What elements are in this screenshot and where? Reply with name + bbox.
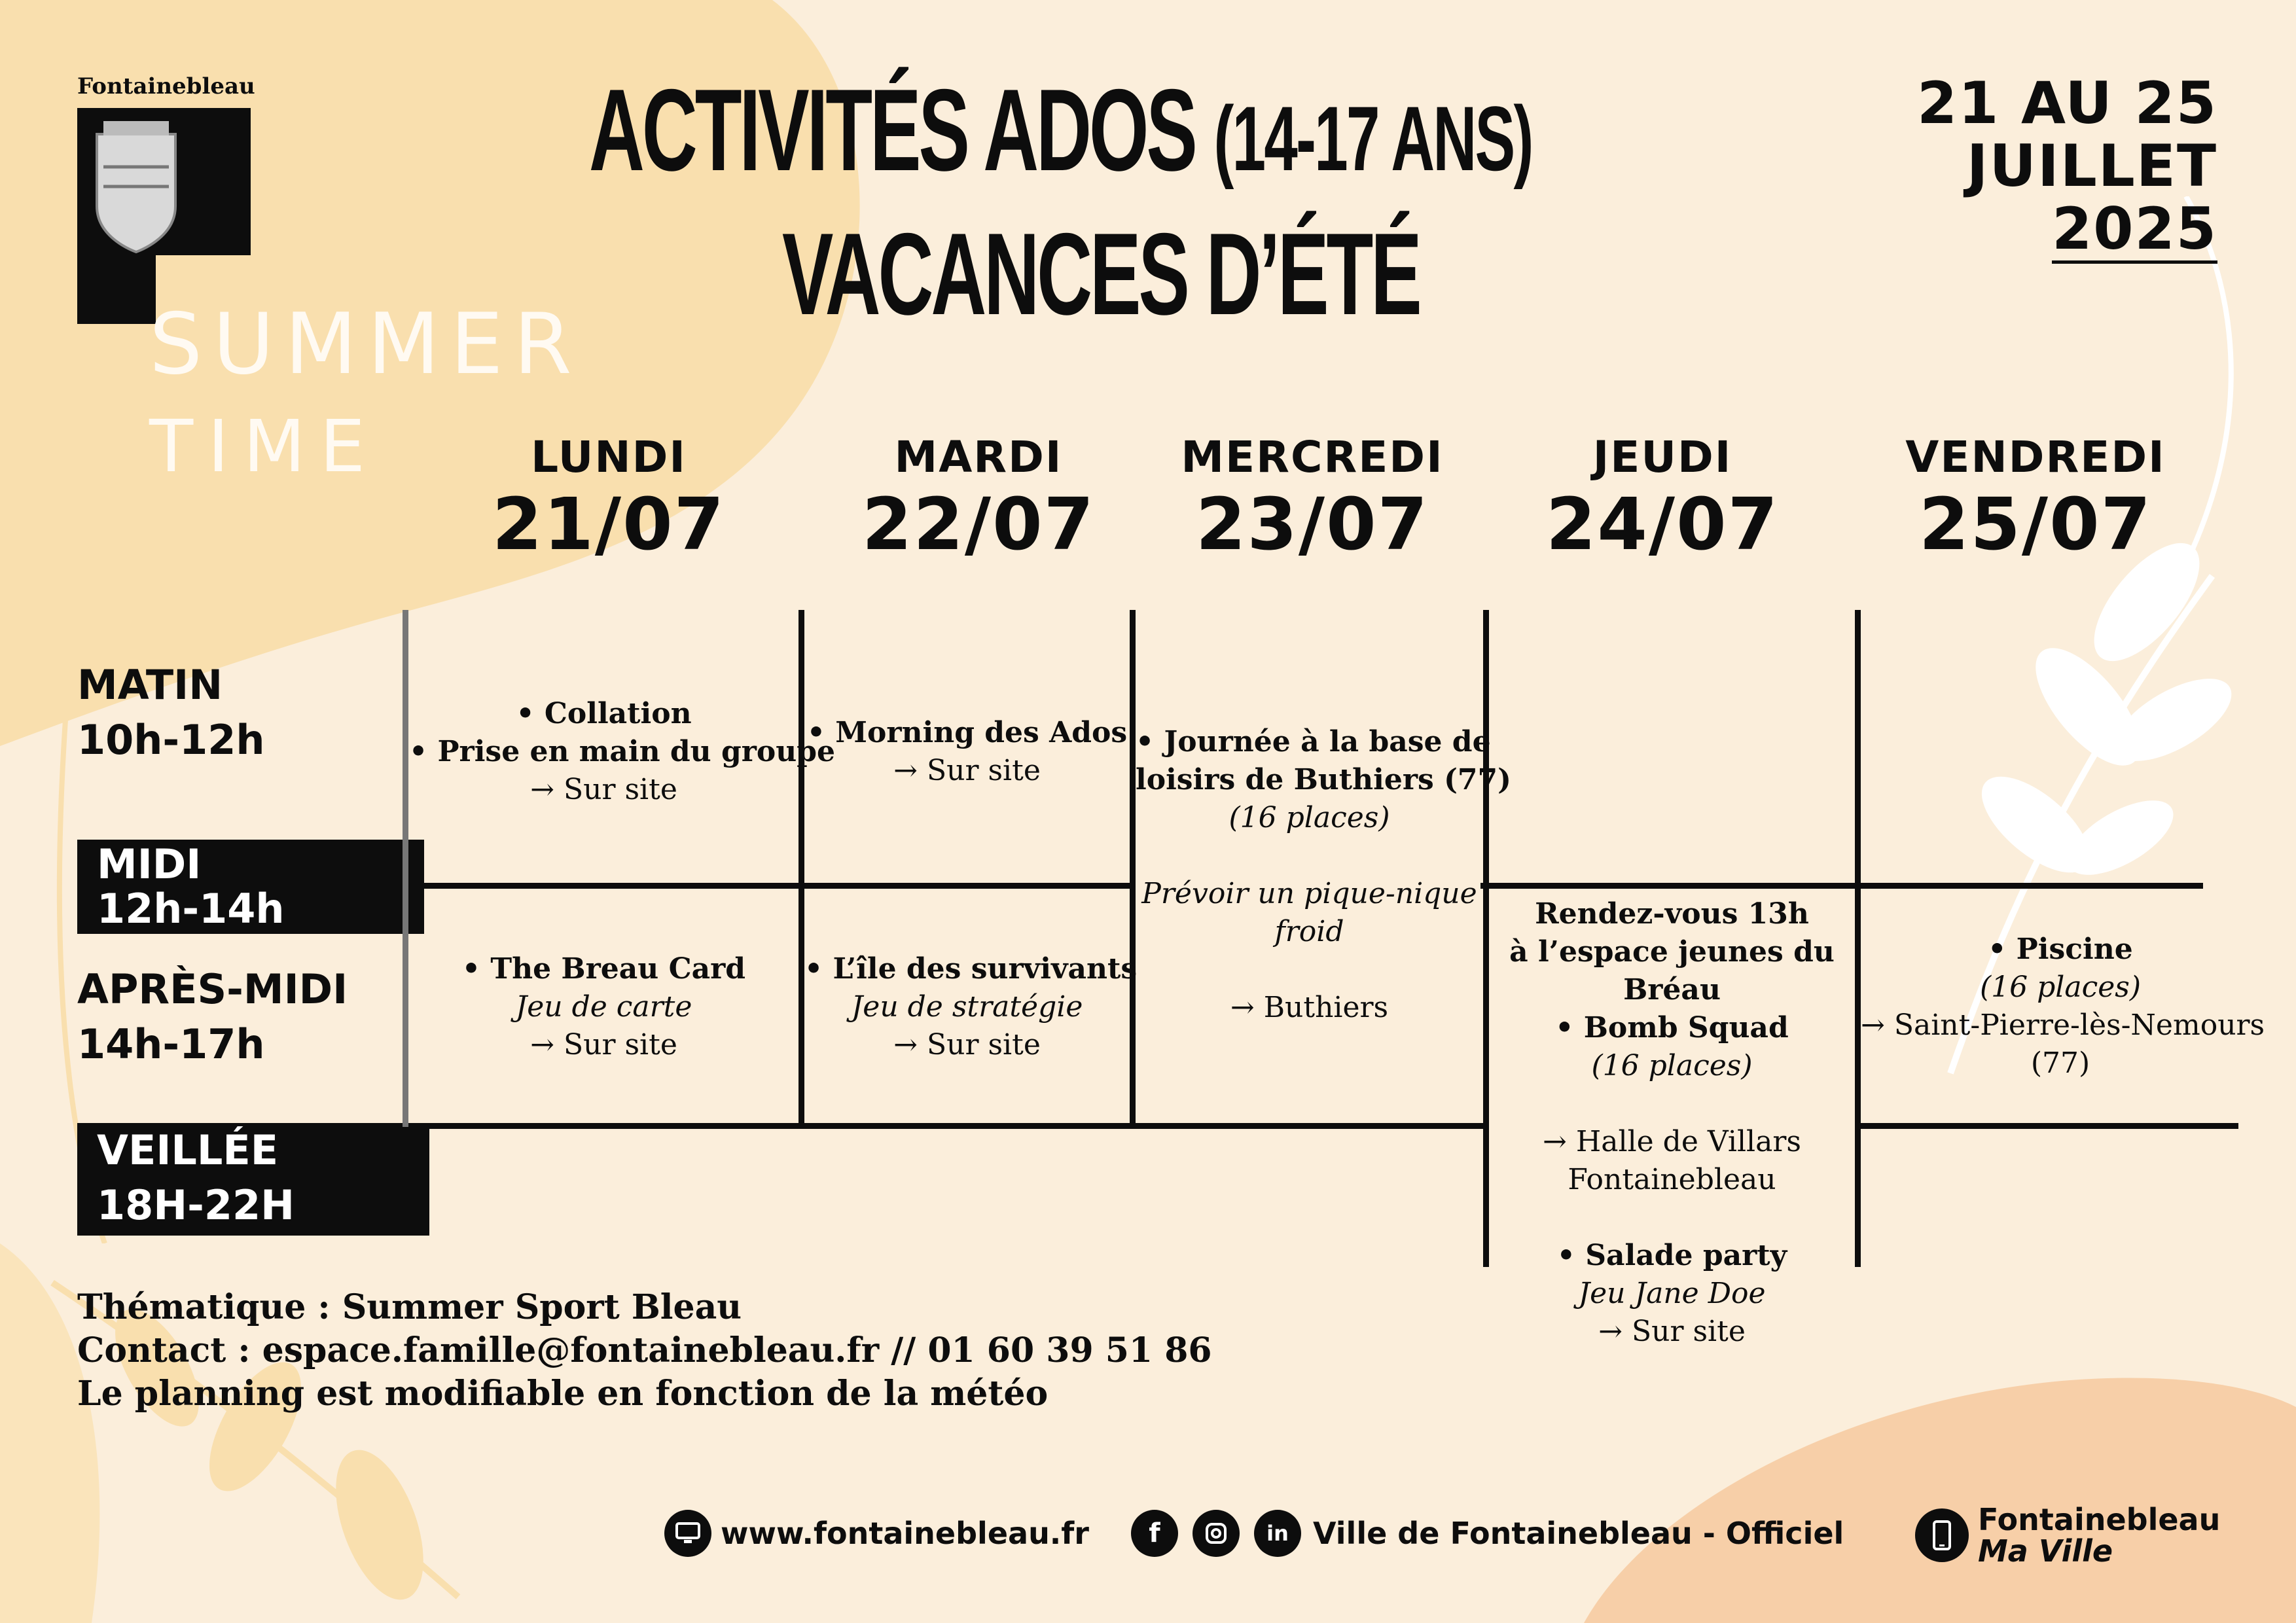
info-block (77, 1286, 1212, 1416)
activity-location: → Sur site (530, 1028, 677, 1061)
cell-jeudi (1489, 895, 1855, 1351)
activity-location: → Sur site (893, 1028, 1041, 1061)
app-tagline: Ma Ville (1978, 1533, 2113, 1569)
cell-mardi-apres-midi (804, 950, 1138, 1064)
date-year: 2025 (2052, 195, 2217, 262)
activity-location: → Saint-Pierre-lès-Nemours (1861, 1008, 2265, 1042)
grid-line (1855, 610, 1861, 1267)
activity-meeting: Rendez-vous 13h (1535, 897, 1809, 931)
summer-word: SUMMER (149, 296, 583, 393)
info-note: Le planning est modifiable en fonction de la météo (77, 1374, 1049, 1414)
activity-title: • L’île des survivants (804, 952, 1138, 986)
time-word: TIME (149, 404, 380, 488)
website-link[interactable]: www.fontainebleau.fr (721, 1516, 1089, 1551)
title-line1 (589, 65, 1532, 195)
day-date: 24/07 (1545, 482, 1780, 566)
activity-meeting: à l’espace jeunes du (1509, 935, 1835, 969)
slot-time: 18H-22H (97, 1181, 295, 1229)
day-header-mardi (821, 432, 1136, 566)
day-header-mercredi (1142, 432, 1482, 566)
day-header-lundi (452, 432, 766, 566)
footer-social (1131, 1510, 1844, 1557)
activity-title: • Morning des Ados (806, 716, 1128, 749)
grid-line (798, 610, 804, 1127)
slot-label: MIDI (97, 840, 202, 888)
app-name: Fontainebleau (1978, 1502, 2221, 1537)
slot-veillee (77, 1123, 429, 1236)
monitor-icon (664, 1510, 711, 1557)
grid-line (1480, 883, 2203, 889)
day-name: MERCREDI (1181, 432, 1444, 482)
date-days: 21 AU 25 (1916, 69, 2217, 137)
date-month: JUILLET (1966, 132, 2217, 200)
activity-title: loisirs de Buthiers (77) (1136, 763, 1511, 796)
day-date: 23/07 (1195, 482, 1429, 566)
day-name: LUNDI (531, 432, 687, 482)
day-name: MARDI (894, 432, 1063, 482)
slot-time: 14h-17h (77, 1020, 265, 1068)
activity-subtitle: Jeu de carte (515, 990, 692, 1024)
title-age-range: (14-17 ANS) (1213, 87, 1532, 190)
slot-matin (77, 658, 265, 768)
cell-mercredi (1136, 723, 1511, 1027)
activity-location: Fontainebleau (1568, 1163, 1776, 1196)
activity-title: • Prise en main du groupe (409, 735, 836, 768)
instagram-icon[interactable] (1193, 1510, 1240, 1557)
day-header-jeudi (1505, 432, 1820, 566)
social-label[interactable]: Ville de Fontainebleau - Officiel (1313, 1516, 1844, 1551)
facebook-icon[interactable]: f (1131, 1510, 1178, 1557)
date-range (1916, 69, 2217, 264)
activity-location: → Buthiers (1230, 991, 1389, 1024)
footer-website[interactable] (664, 1510, 1089, 1557)
linkedin-icon[interactable]: in (1254, 1510, 1301, 1557)
activity-places: (16 places) (1591, 1049, 1753, 1082)
slot-time: 12h-14h (97, 885, 285, 933)
activity-meeting: Bréau (1623, 973, 1721, 1007)
day-name: JEUDI (1592, 432, 1732, 482)
grid-line (1855, 1123, 2238, 1129)
activity-note: Prévoir un pique-nique (1141, 877, 1477, 910)
activity-location: → Halle de Villars (1543, 1125, 1801, 1158)
grid-line (1483, 610, 1489, 1267)
grid-line (1130, 610, 1136, 1127)
activity-note: froid (1274, 915, 1344, 948)
title-line2: VACANCES D’ÉTÉ (782, 209, 1420, 339)
logo-f-mark (77, 108, 254, 324)
grid-line (409, 883, 1136, 889)
activity-subtitle: Jeu de stratégie (851, 990, 1083, 1024)
cell-mardi-matin (804, 714, 1130, 790)
day-date: 25/07 (1918, 482, 2153, 566)
activity-title: • The Breau Card (461, 952, 746, 986)
activity-title: • Journée à la base de (1136, 725, 1491, 758)
activity-title: • Piscine (1988, 933, 2133, 966)
slot-label: VEILLÉE (97, 1126, 279, 1174)
cell-vendredi (1861, 931, 2265, 1082)
slot-time: 10h-12h (77, 716, 265, 764)
info-contact[interactable]: Contact : espace.famille@fontainebleau.fr // 01 60 39 51 86 (77, 1330, 1212, 1370)
slot-label: MATIN (77, 661, 223, 709)
slot-midi (77, 840, 424, 934)
cell-lundi-apres-midi (409, 950, 798, 1064)
footer-app[interactable] (1915, 1504, 2220, 1567)
activity-title: • Bomb Squad (1555, 1011, 1789, 1044)
day-name: VENDREDI (1905, 432, 2166, 482)
day-date: 21/07 (492, 482, 726, 566)
info-thematique: Thématique : Summer Sport Bleau (77, 1287, 742, 1327)
grid-line (409, 1123, 1486, 1129)
smartphone-icon (1915, 1508, 1969, 1562)
grid-line (403, 610, 408, 1127)
logo-name: Fontainebleau (77, 73, 255, 99)
activity-location: → Sur site (530, 773, 677, 806)
day-header-vendredi (1872, 432, 2199, 566)
activity-places: (16 places) (1229, 801, 1390, 834)
activity-location: (77) (2030, 1046, 2090, 1080)
activity-subtitle: Jeu Jane Doe (1578, 1277, 1766, 1310)
day-date: 22/07 (861, 482, 1096, 566)
activity-places: (16 places) (1979, 971, 2142, 1004)
slot-label: APRÈS-MIDI (77, 965, 348, 1013)
cell-lundi-matin (409, 695, 836, 809)
activity-location: → Sur site (1598, 1315, 1746, 1348)
city-crest-icon (97, 121, 175, 252)
activity-title: • Collation (516, 697, 692, 730)
activity-title: • Salade party (1556, 1239, 1787, 1272)
activity-location: → Sur site (893, 754, 1041, 787)
slot-apres-midi (77, 962, 348, 1072)
title-main: ACTIVITÉS ADOS (589, 65, 1195, 195)
